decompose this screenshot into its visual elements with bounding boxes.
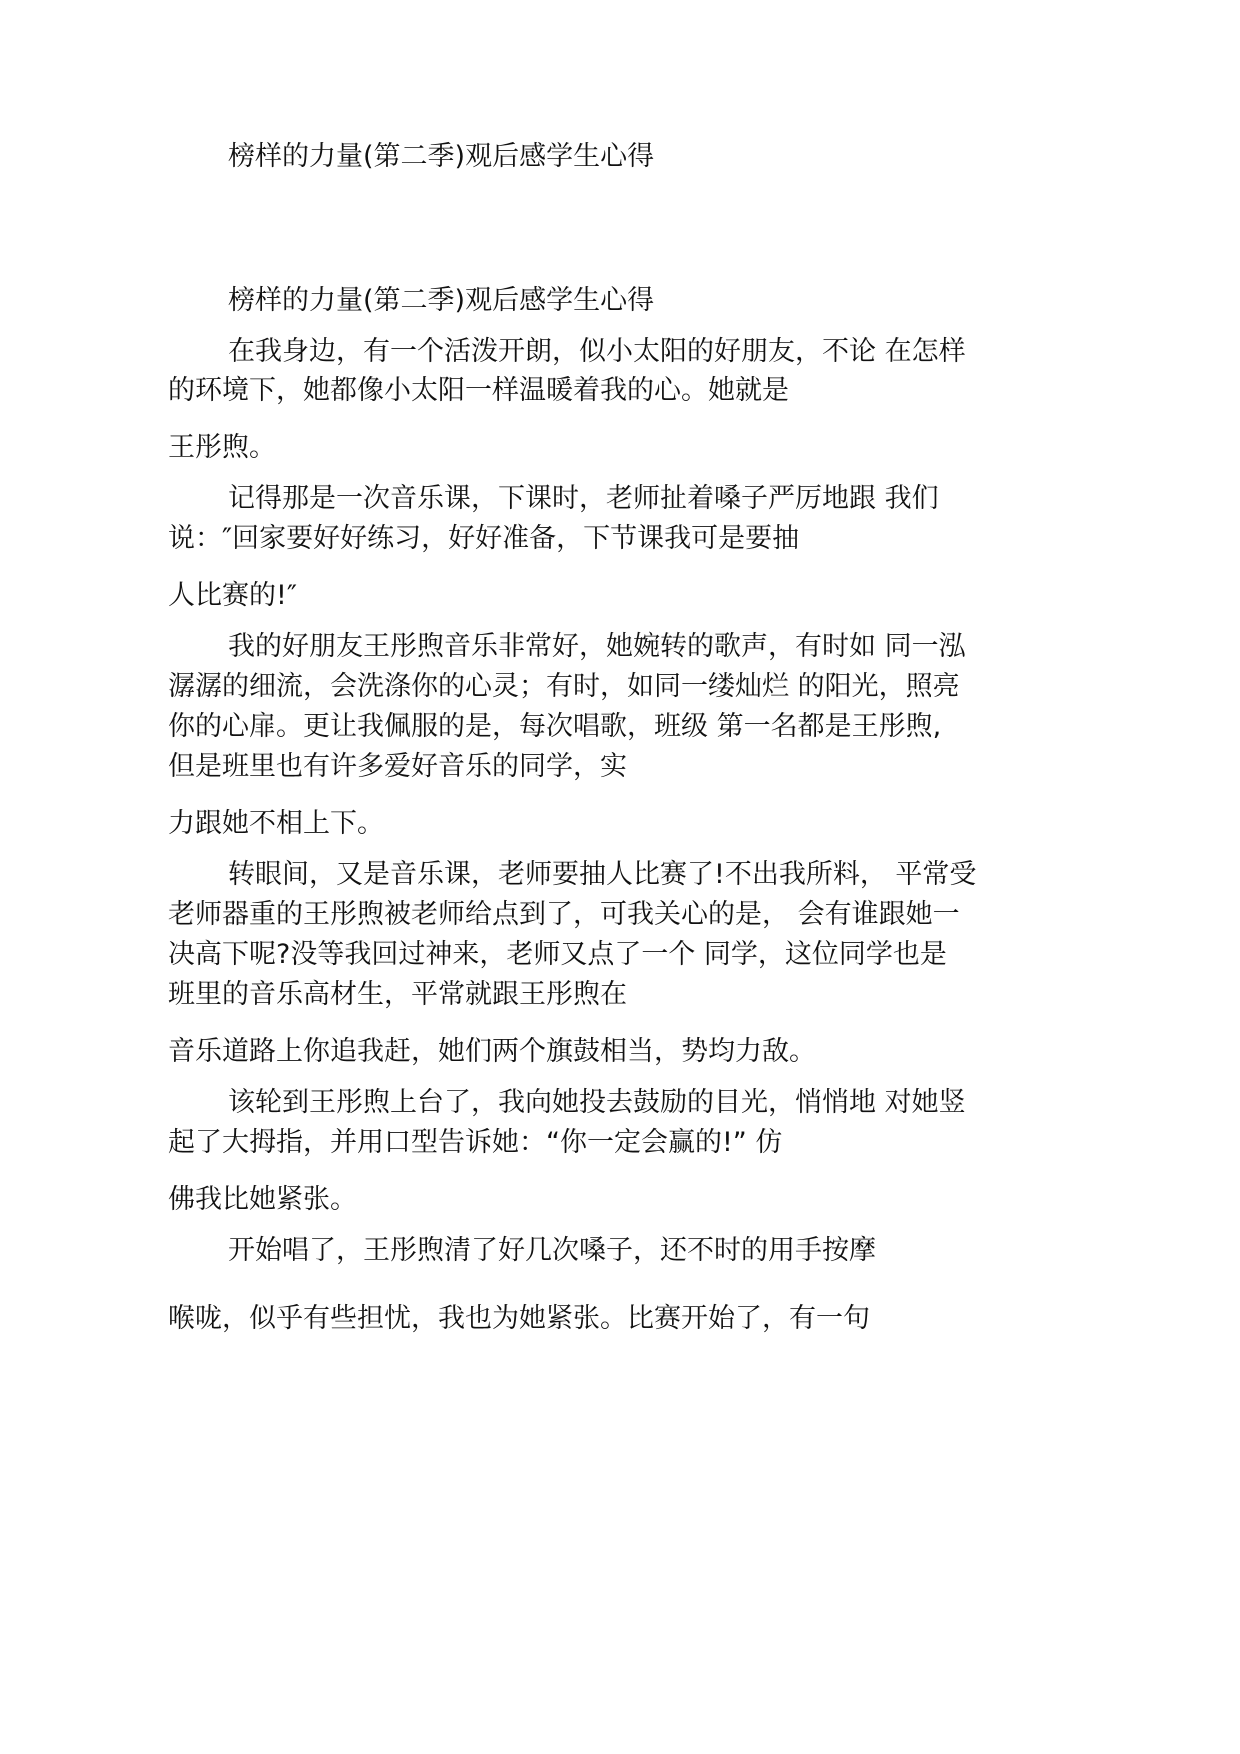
- paragraph-line: 人比赛的!″: [168, 580, 297, 611]
- paragraph-line: 我的好朋友王彤煦音乐非常好，她婉转的歌声，有时如 同一泓: [228, 631, 966, 662]
- paragraph-line: 王彤煦。: [168, 432, 276, 463]
- paragraph-line: 但是班里也有许多爱好音乐的同学，实: [168, 751, 627, 782]
- paragraph-line: 音乐道路上你追我赶，她们两个旗鼓相当，势均力敌。: [168, 1036, 816, 1067]
- paragraph-line: 起了大拇指，并用口型告诉她：“你一定会赢的!” 仿: [168, 1127, 783, 1158]
- paragraph-line: 你的心扉。更让我佩服的是，每次唱歌，班级 第一名都是王彤煦,: [168, 711, 942, 742]
- paragraph-line: 佛我比她紧张。: [168, 1184, 357, 1215]
- paragraph-line: 潺潺的细流，会洗涤你的心灵；有时，如同一缕灿烂 的阳光，照亮: [168, 671, 960, 702]
- paragraph-line: 记得那是一次音乐课，下课时，老师扯着嗓子严厉地跟 我们: [228, 483, 939, 514]
- document-title: 榜样的力量(第二季)观后感学生心得: [228, 141, 655, 172]
- paragraph-line: 转眼间，又是音乐课，老师要抽人比赛了!不出我所料， 平常受: [228, 859, 977, 890]
- paragraph-line: 的环境下，她都像小太阳一样温暖着我的心。她就是: [168, 375, 789, 406]
- paragraph-line: 在我身边，有一个活泼开朗，似小太阳的好朋友，不论 在怎样: [228, 336, 966, 367]
- paragraph-line: 班里的音乐高材生，平常就跟王彤煦在: [168, 979, 627, 1010]
- paragraph-line: 说：″回家要好好练习，好好准备，下节课我可是要抽: [168, 523, 800, 554]
- paragraph-line: 开始唱了，王彤煦清了好几次嗓子，还不时的用手按摩: [228, 1235, 876, 1266]
- paragraph-line: 老师器重的王彤煦被老师给点到了，可我关心的是， 会有谁跟她一: [168, 899, 960, 930]
- paragraph-line: 喉咙，似乎有些担忧，我也为她紧张。比赛开始了，有一句: [168, 1303, 870, 1334]
- paragraph-line: 决高下呢?没等我回过神来，老师又点了一个 同学，这位同学也是: [168, 939, 947, 970]
- paragraph-line: 该轮到王彤煦上台了，我向她投去鼓励的目光，悄悄地 对她竖: [228, 1087, 966, 1118]
- paragraph-line: 力跟她不相上下。: [168, 808, 384, 839]
- subtitle-line: 榜样的力量(第二季)观后感学生心得: [228, 285, 655, 316]
